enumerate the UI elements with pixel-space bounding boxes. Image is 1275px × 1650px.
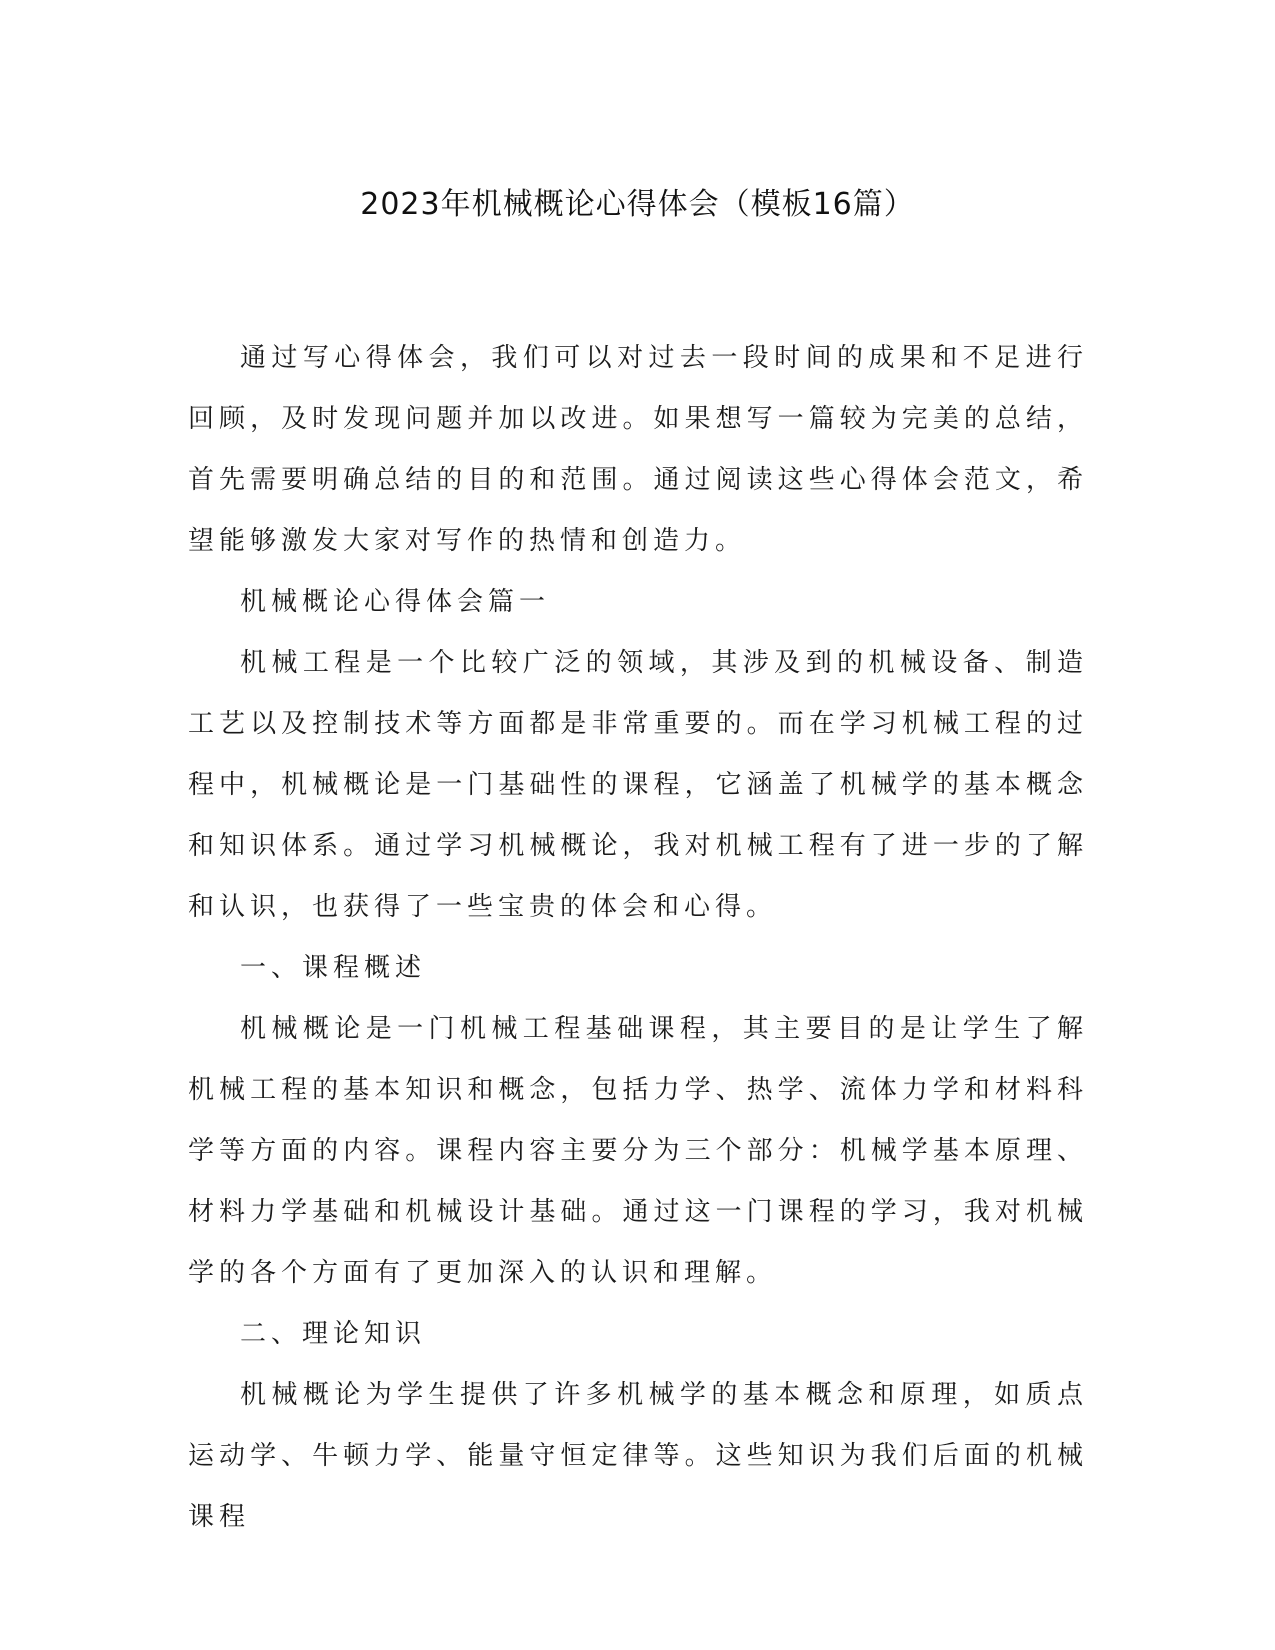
document-body [188,328,1088,1548]
section-heading-course-overview: 一、课程概述 [240,953,427,983]
body-paragraph: 机械工程是一个比较广泛的领域，其涉及到的机械设备、制造工艺以及控制技术等方面都是非常重要的。而在学习机械工程的过程中，机械概论是一门基础性的课程，它涵盖了机械学的基本概念和知识体系。通过学习机械概论，我对机械工程有了进一步的了解和认识，也获得了一些宝贵的体会和心得。 [188,648,1088,922]
document-title: 2023年机械概论心得体会（模板16篇） [360,187,915,222]
section-heading-theory: 二、理论知识 [240,1319,427,1349]
body-paragraph: 机械概论是一门机械工程基础课程，其主要目的是让学生了解机械工程的基本知识和概念，包括力学、热学、流体力学和材料科学等方面的内容。课程内容主要分为三个部分：机械学基本原理、材料力学基础和机械设计基础。通过这一门课程的学习，我对机械学的各个方面有了更加深入的认识和理解。 [188,1014,1088,1288]
intro-paragraph: 通过写心得体会，我们可以对过去一段时间的成果和不足进行回顾，及时发现问题并加以改进。如果想写一篇较为完美的总结，首先需要明确总结的目的和范围。通过阅读这些心得体会范文，希望能够激发大家对写作的热情和创造力。 [188,343,1088,556]
section-heading-part-one: 机械概论心得体会篇一 [240,587,551,617]
body-paragraph: 机械概论为学生提供了许多机械学的基本概念和原理，如质点运动学、牛顿力学、能量守恒定律等。这些知识为我们后面的机械课程 [188,1380,1088,1532]
